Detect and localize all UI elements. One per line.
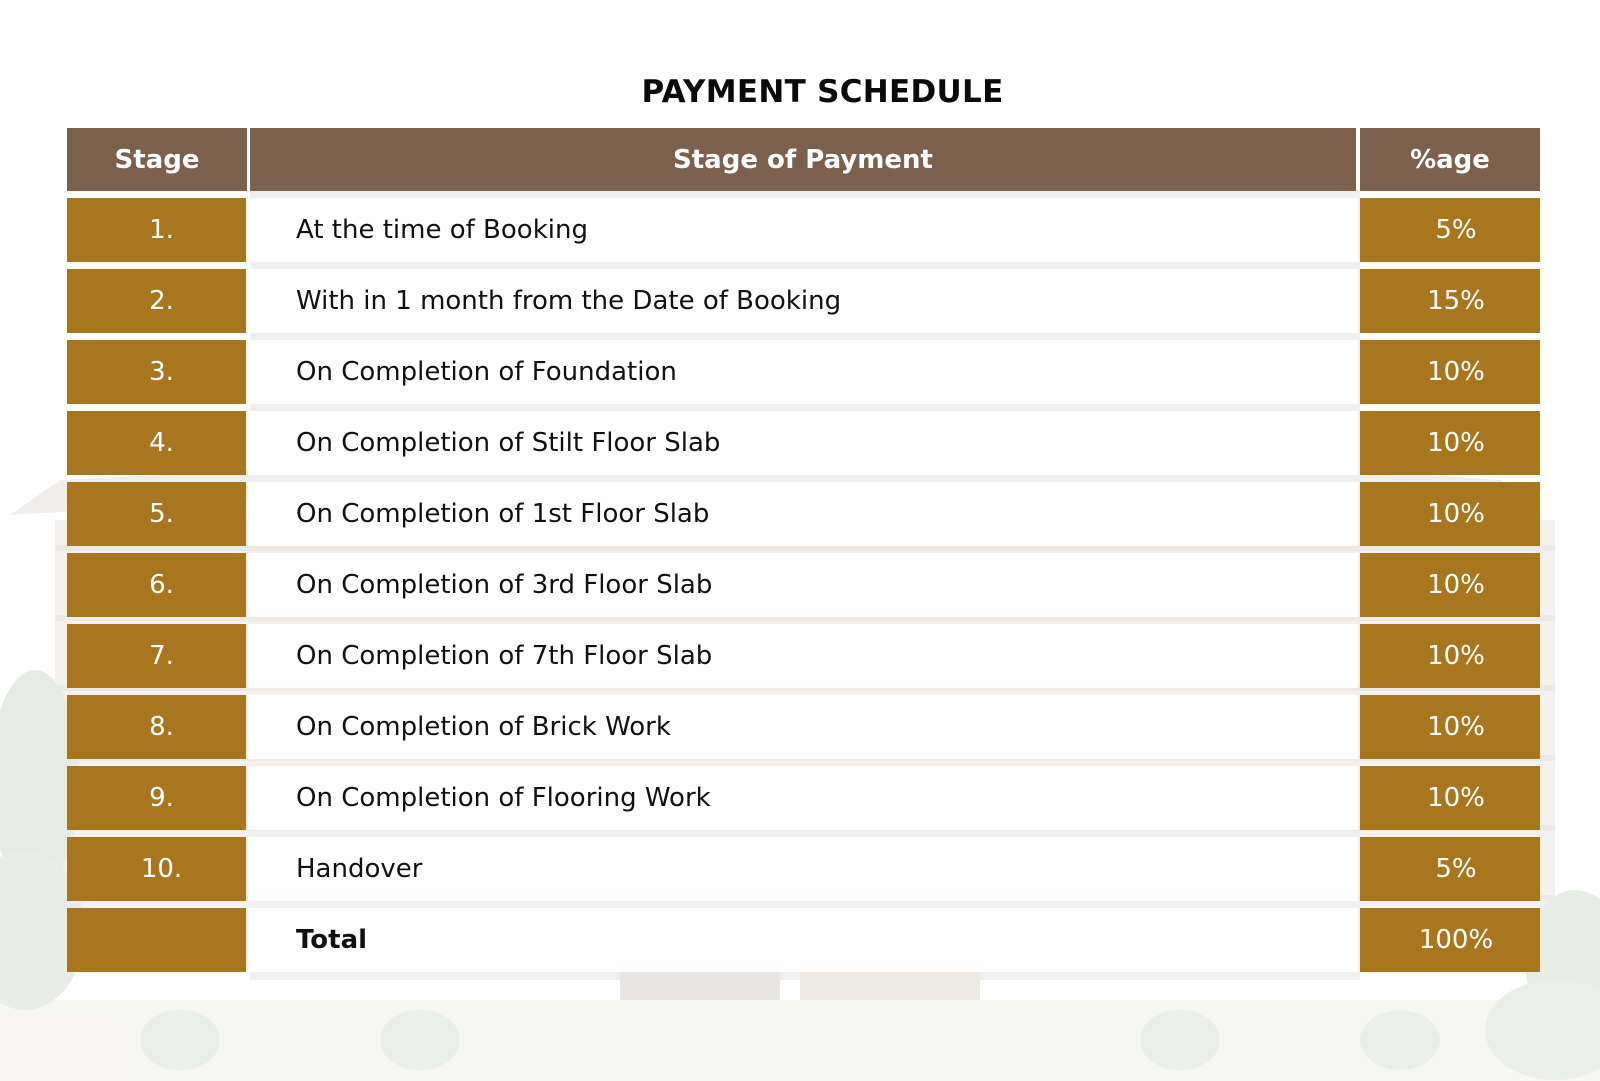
percentage-value: 10%: [1427, 783, 1485, 813]
percentage-cell: [1360, 411, 1540, 475]
total-percentage-cell: [1360, 908, 1540, 972]
stage-number-cell: [67, 340, 246, 404]
percentage-value: 10%: [1427, 712, 1485, 742]
payment-description: At the time of Booking: [248, 198, 1358, 262]
stage-number: 1.: [149, 215, 174, 245]
stage-number-cell: [67, 482, 246, 546]
stage-number-cell: [67, 695, 246, 759]
payment-description: On Completion of Stilt Floor Slab: [248, 411, 1358, 475]
total-percentage: 100%: [1418, 925, 1494, 955]
total-label: Total: [248, 908, 1358, 972]
header-stage: Stage: [67, 128, 247, 191]
stage-number-cell: [67, 837, 246, 901]
percentage-cell: [1360, 482, 1540, 546]
payment-description: Handover: [248, 837, 1358, 901]
percentage-value: 15%: [1427, 286, 1485, 316]
header-stage-of-payment: Stage of Payment: [250, 128, 1356, 191]
percentage-value: 5%: [1435, 854, 1477, 884]
payment-description: On Completion of Foundation: [248, 340, 1358, 404]
percentage-cell: [1360, 624, 1540, 688]
stage-number-cell: [67, 411, 246, 475]
stage-number: 9.: [149, 783, 174, 813]
stage-number: 5.: [149, 499, 174, 529]
percentage-cell: [1360, 766, 1540, 830]
percentage-cell: [1360, 553, 1540, 617]
payment-description: On Completion of 3rd Floor Slab: [248, 553, 1358, 617]
stage-number: 10.: [140, 854, 183, 884]
percentage-value: 10%: [1427, 499, 1485, 529]
stage-number-cell: [67, 269, 246, 333]
percentage-cell: [1360, 198, 1540, 262]
page-title: PAYMENT SCHEDULE: [641, 74, 1004, 110]
payment-description: On Completion of 7th Floor Slab: [248, 624, 1358, 688]
stage-number: 6.: [149, 570, 174, 600]
percentage-value: 10%: [1427, 428, 1485, 458]
header-percentage: %age: [1360, 128, 1540, 191]
payment-description: On Completion of 1st Floor Slab: [248, 482, 1358, 546]
payment-description: With in 1 month from the Date of Booking: [248, 269, 1358, 333]
stage-number: 8.: [149, 712, 174, 742]
stage-number-cell: [67, 624, 246, 688]
percentage-value: 10%: [1427, 357, 1485, 387]
payment-description: On Completion of Flooring Work: [248, 766, 1358, 830]
stage-number-cell: [67, 198, 246, 262]
payment-description: On Completion of Brick Work: [248, 695, 1358, 759]
stage-number-cell: [67, 553, 246, 617]
stage-number: 2.: [149, 286, 174, 316]
percentage-cell: [1360, 340, 1540, 404]
percentage-value: 10%: [1427, 570, 1485, 600]
stage-number: 7.: [149, 641, 174, 671]
percentage-cell: [1360, 269, 1540, 333]
stage-number: 4.: [149, 428, 174, 458]
stage-number-cell: [67, 766, 246, 830]
percentage-value: 5%: [1435, 215, 1477, 245]
percentage-cell: [1360, 695, 1540, 759]
percentage-value: 10%: [1427, 641, 1485, 671]
stage-number: 3.: [149, 357, 174, 387]
percentage-cell: [1360, 837, 1540, 901]
total-stage-cell: [67, 908, 246, 972]
